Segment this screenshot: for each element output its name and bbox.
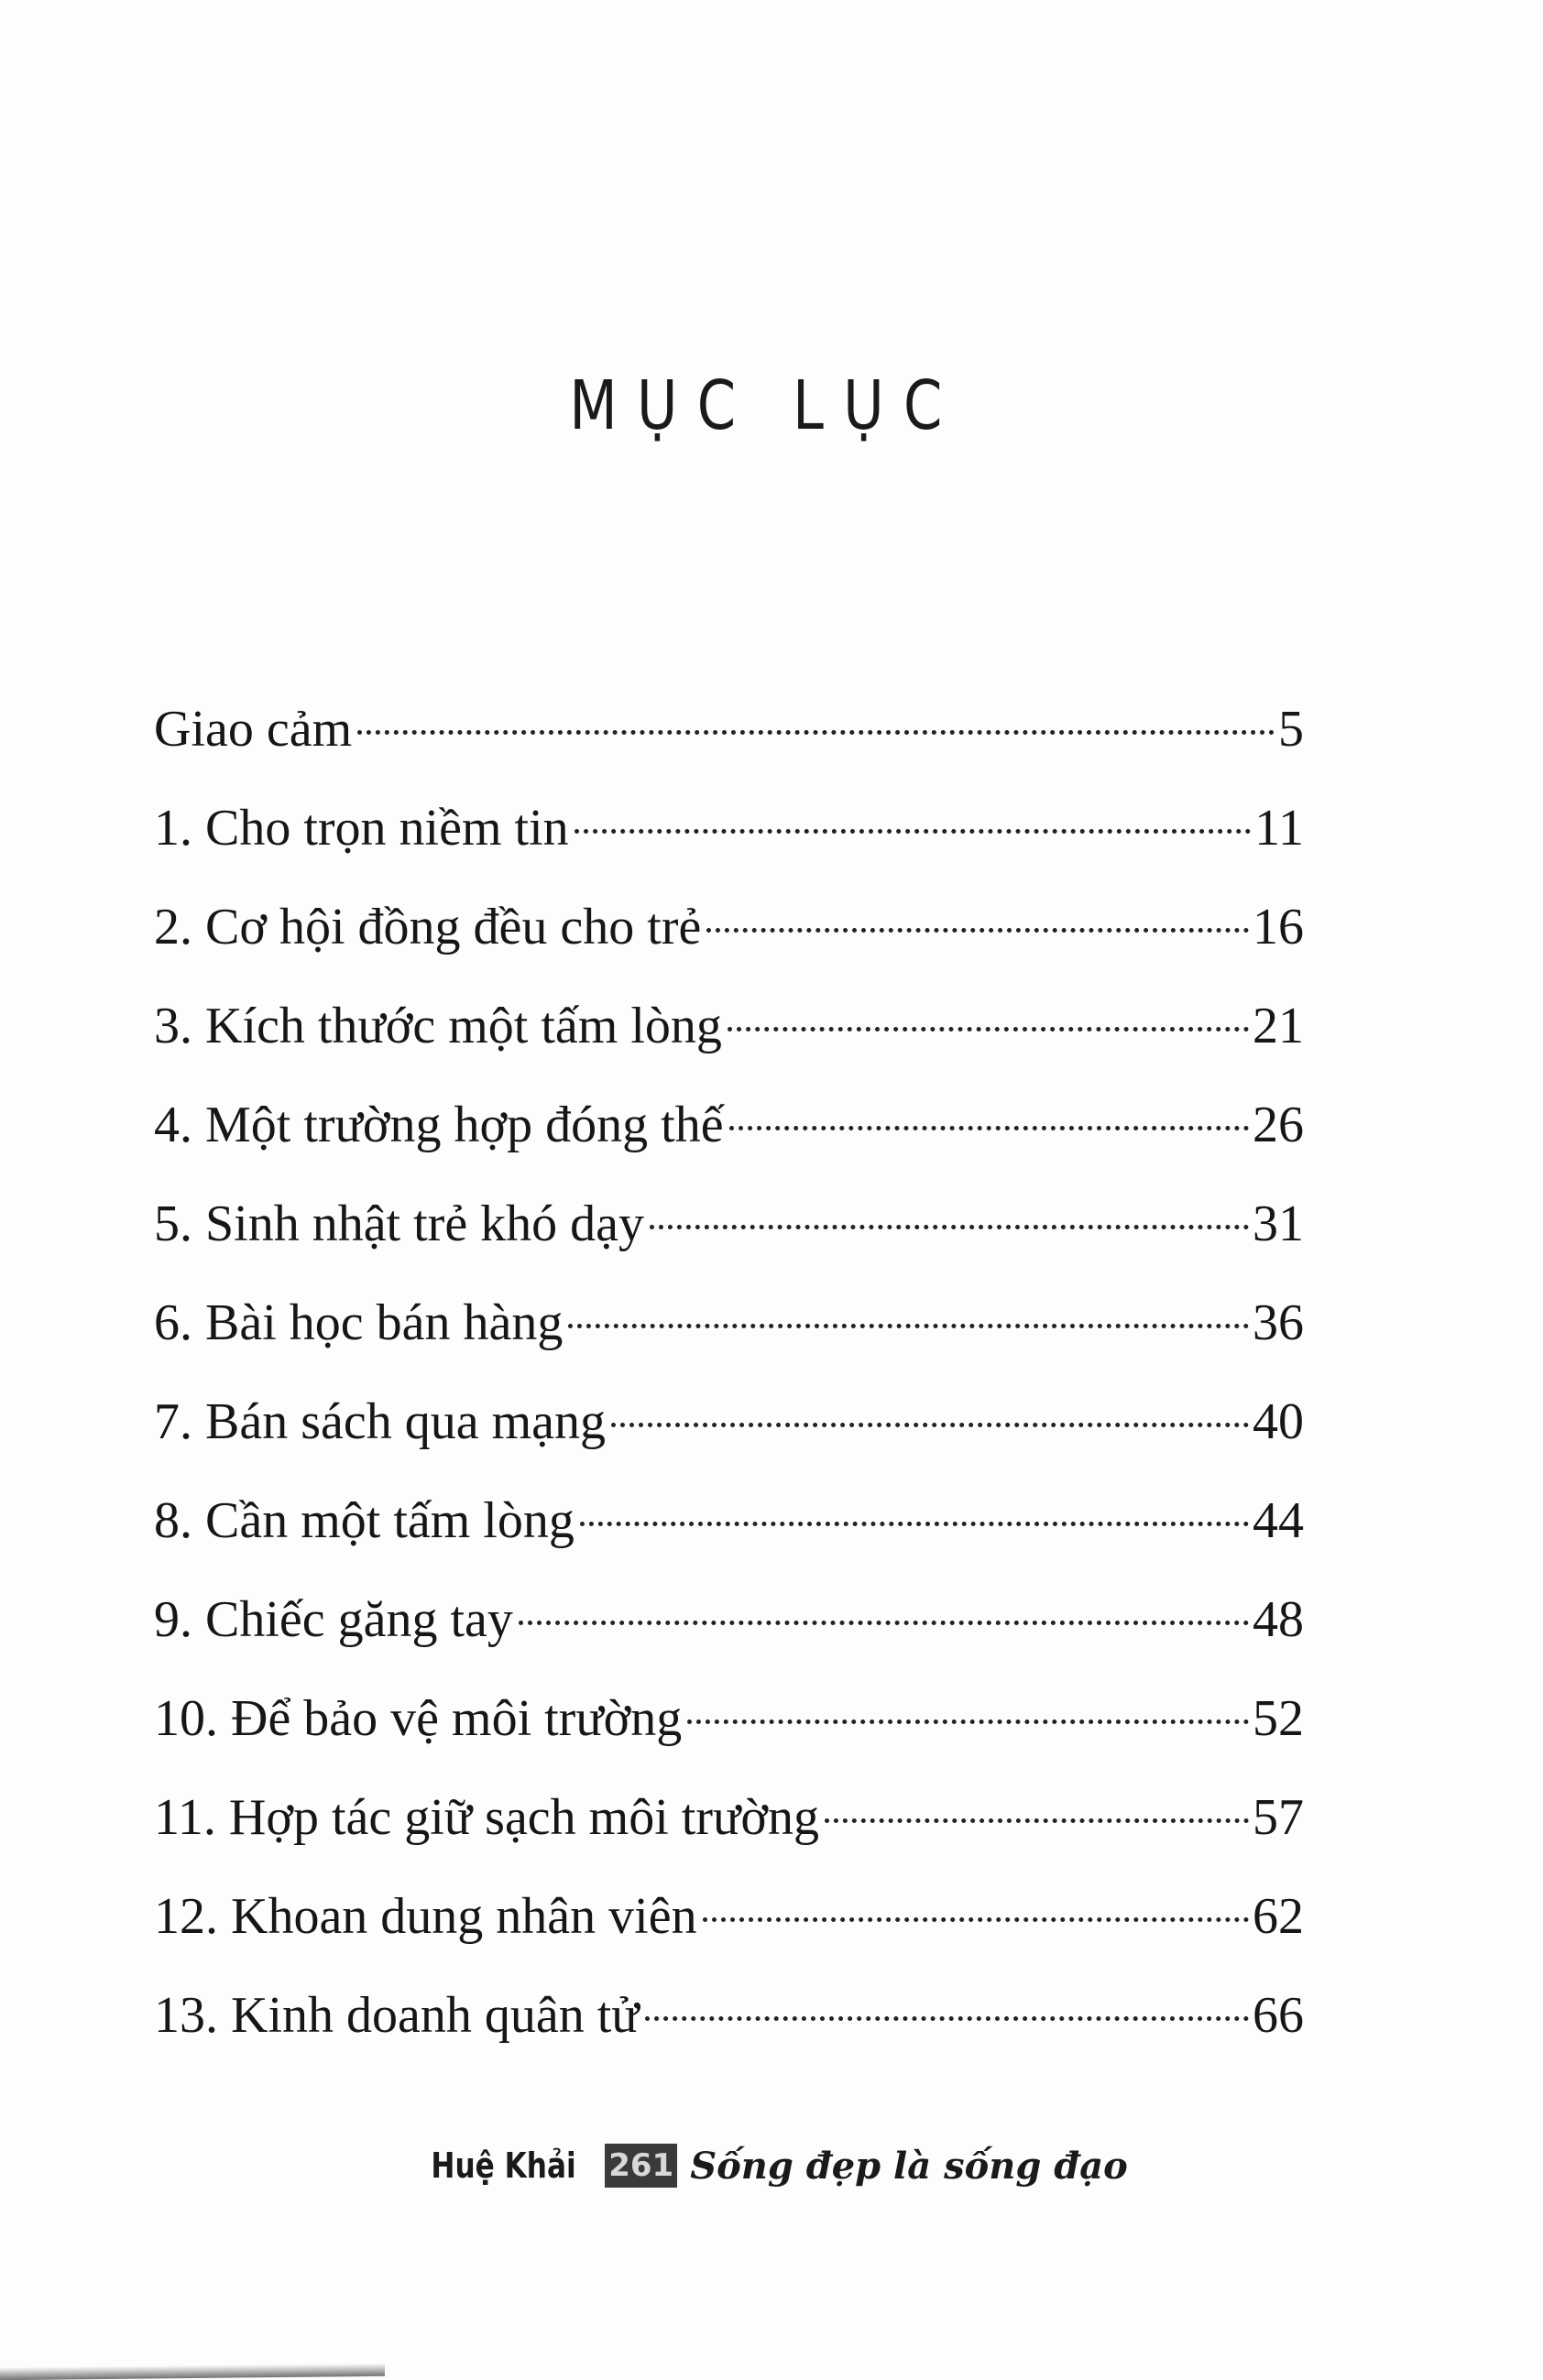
toc-entry — [154, 1669, 1304, 1768]
toc-entry-page: 36 — [1253, 1294, 1304, 1351]
page-edge-shadow — [0, 2364, 385, 2380]
toc-entry-page: 26 — [1253, 1097, 1304, 1153]
toc-entry — [154, 779, 1304, 878]
page-footer — [0, 2144, 1543, 2188]
dot-leader — [357, 730, 1275, 735]
dot-leader — [568, 1324, 1249, 1328]
toc-entry-page: 57 — [1253, 1789, 1304, 1846]
dot-leader — [580, 1522, 1249, 1526]
toc-entry-title: 5. Sinh nhật trẻ khó dạy — [154, 1195, 645, 1252]
toc-entry — [154, 977, 1304, 1075]
toc-entry-title: 10. Để bảo vệ môi trường — [154, 1690, 683, 1747]
dot-leader — [825, 1818, 1249, 1823]
toc-entry-title: 3. Kích thước một tấm lòng — [154, 998, 722, 1054]
page-number: 261 — [605, 2144, 677, 2188]
toc-entry-title: 11. Hợp tác giữ sạch môi trường — [154, 1789, 819, 1846]
toc-entry-page: 48 — [1253, 1591, 1304, 1648]
toc-entry-page: 31 — [1253, 1195, 1304, 1252]
toc-entry-title: 13. Kinh doanh quân tử — [154, 1987, 640, 2044]
toc-entry — [154, 1867, 1304, 1966]
table-of-contents — [154, 680, 1304, 2065]
toc-entry-title: 9. Chiếc găng tay — [154, 1591, 513, 1648]
dot-leader — [645, 2016, 1249, 2021]
toc-entry-page: 16 — [1253, 899, 1304, 955]
dot-leader — [728, 1027, 1249, 1032]
toc-entry-title: 2. Cơ hội đồng đều cho trẻ — [154, 899, 702, 955]
toc-entry-title: 1. Cho trọn niềm tin — [154, 800, 569, 857]
dot-leader — [729, 1126, 1249, 1130]
toc-entry-title: 6. Bài học bán hàng — [154, 1294, 564, 1351]
dot-leader — [706, 928, 1249, 933]
dot-leader — [611, 1423, 1249, 1427]
toc-entry — [154, 680, 1304, 779]
toc-entry — [154, 1075, 1304, 1174]
toc-entry — [154, 1471, 1304, 1570]
toc-entry — [154, 1174, 1304, 1273]
toc-entry-page: 66 — [1253, 1987, 1304, 2044]
toc-entry-title: 7. Bán sách qua mạng — [154, 1393, 606, 1450]
toc-entry — [154, 1372, 1304, 1471]
toc-entry — [154, 878, 1304, 977]
toc-entry-title: 8. Cần một tấm lòng — [154, 1492, 575, 1549]
footer-author: Huệ Khải — [431, 2145, 576, 2186]
toc-entry-title: 4. Một trường hợp đóng thế — [154, 1097, 724, 1153]
toc-entry-page: 62 — [1253, 1888, 1304, 1945]
toc-entry-page: 44 — [1253, 1492, 1304, 1549]
toc-entry-page: 5 — [1278, 701, 1304, 758]
toc-entry-title: 12. Khoan dung nhân viên — [154, 1888, 697, 1945]
dot-leader — [575, 829, 1251, 834]
toc-entry-page: 52 — [1253, 1690, 1304, 1747]
dot-leader — [703, 1917, 1249, 1922]
toc-entry-page: 11 — [1254, 800, 1304, 857]
dot-leader — [650, 1225, 1249, 1229]
toc-entry — [154, 1768, 1304, 1867]
footer-book-title: Sống đẹp là sống đạo — [690, 2144, 1128, 2188]
toc-entry — [154, 1570, 1304, 1669]
toc-entry-title: Giao cảm — [154, 701, 353, 758]
toc-entry — [154, 1273, 1304, 1372]
toc-entry-page: 40 — [1253, 1393, 1304, 1450]
dot-leader — [687, 1719, 1249, 1724]
toc-entry — [154, 1966, 1304, 2065]
dot-leader — [519, 1621, 1249, 1625]
toc-entry-page: 21 — [1253, 998, 1304, 1054]
page-title: MỤC LỤC — [569, 366, 962, 445]
